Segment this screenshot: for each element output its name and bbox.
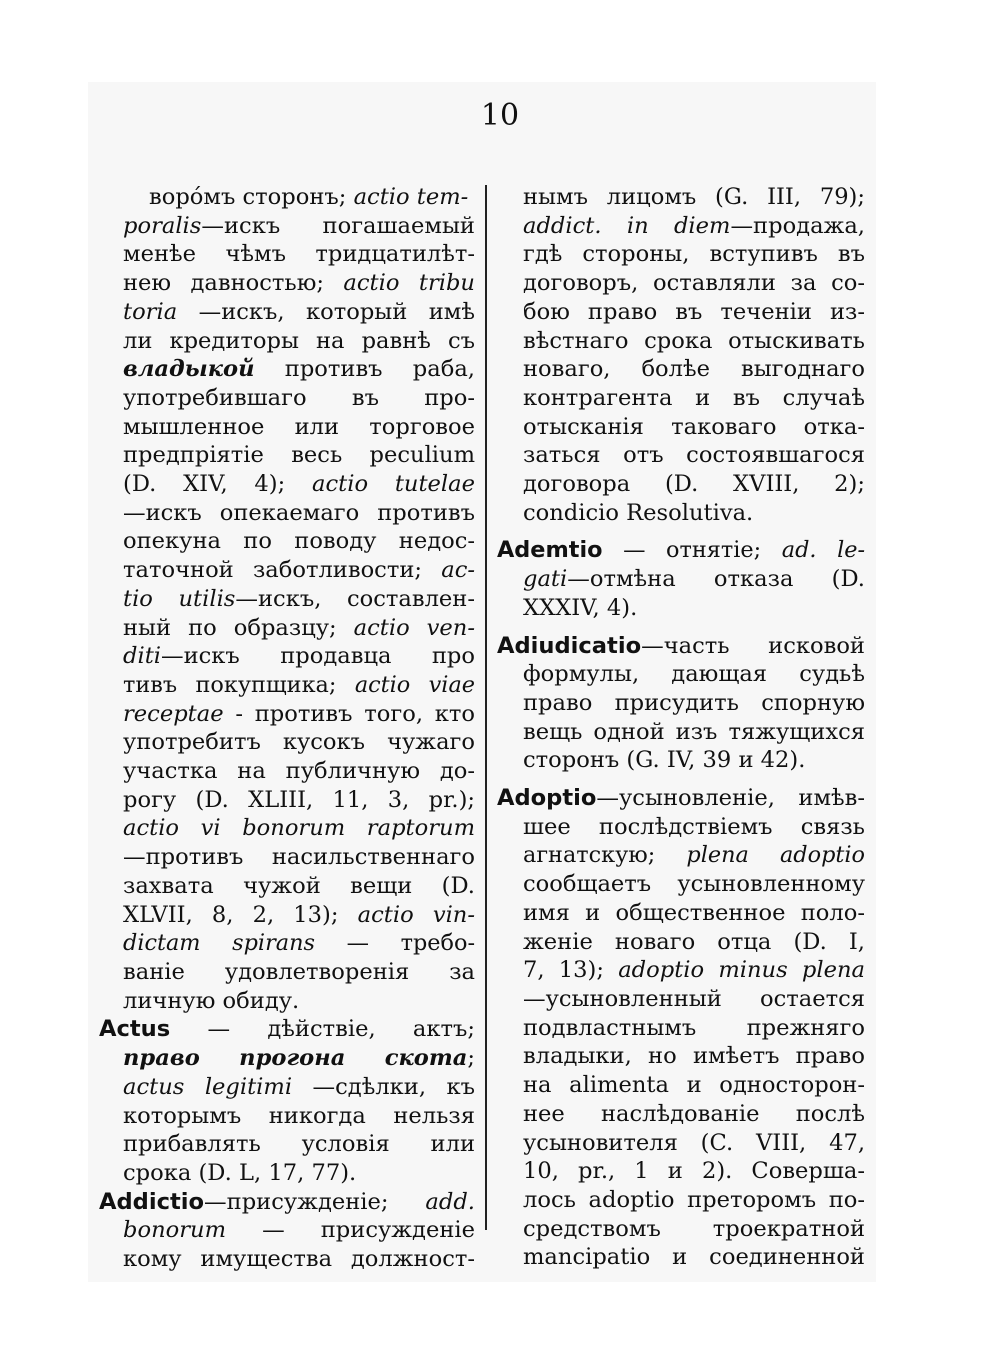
text-line: употребитъ кусокъ чужаго bbox=[123, 729, 475, 756]
text-line: mancipatio и соединенной bbox=[523, 1244, 865, 1271]
text-line: которымъ никогда нельзя bbox=[123, 1102, 475, 1129]
text-line: ворóмъ сторонъ; actio tem- bbox=[149, 184, 469, 210]
text-line: предпріятіе весь peculium bbox=[123, 442, 475, 469]
headword: Adiudicatio bbox=[497, 632, 642, 659]
text-line: receptae - противъ того, кто bbox=[123, 700, 475, 727]
text-line: бою право въ теченіи из- bbox=[523, 298, 865, 325]
entry-headword-line: Adoptio—усыновленіе, имѣв- bbox=[497, 785, 865, 812]
text-line: bonorum — присужденіе bbox=[123, 1217, 475, 1244]
text-line: менѣе чѣмъ тридцатилѣт- bbox=[123, 241, 475, 268]
text-line: таточной заботливости; ac- bbox=[123, 557, 475, 584]
page-number: 10 bbox=[480, 98, 520, 133]
text-line: договора (D. XVIII, 2); bbox=[523, 471, 865, 498]
text-line: тивъ покупщика; actio viae bbox=[123, 671, 476, 698]
text-line: контрагента и въ случаѣ bbox=[523, 384, 865, 411]
text-line: употребившаго въ про- bbox=[123, 384, 475, 411]
text-line: actio vi bonorum raptorum bbox=[123, 815, 475, 842]
headword: Addictio bbox=[99, 1188, 205, 1215]
text-line: личную обиду. bbox=[123, 987, 300, 1014]
text-line: ваніе удовлетворенія за bbox=[123, 958, 475, 985]
entry-headword-line: Actus — дѣйствіе, актъ; bbox=[99, 1016, 475, 1043]
text-line: усыновителя (C. VIII, 47, bbox=[523, 1129, 865, 1156]
text-line: отысканія таковаго отка- bbox=[523, 413, 865, 440]
text-line: poralis—искъ погашаемый bbox=[123, 212, 475, 239]
text-line: gati—отмѣна отказа (D. bbox=[523, 566, 865, 593]
column-divider bbox=[485, 185, 487, 1230]
text-line: нымъ лицомъ (G. III, 79); bbox=[523, 184, 865, 210]
text-line: вѣстнаго срока отыскивать bbox=[523, 327, 865, 354]
text-line: actus legitimi —сдѣлки, къ bbox=[123, 1073, 475, 1100]
entry-headword-line: Addictio—присужденіе; add. bbox=[99, 1188, 475, 1215]
text-line: владыкой противъ раба, bbox=[123, 356, 475, 383]
text-line: заться отъ состоявшагося bbox=[523, 442, 865, 469]
text-line: срока (D. L, 17, 77). bbox=[123, 1159, 357, 1186]
text-line: сторонъ (G. IV, 39 и 42). bbox=[523, 747, 806, 774]
text-line: на alimenta и односторон- bbox=[523, 1072, 865, 1099]
text-line: diti—искъ продавца про bbox=[123, 643, 475, 670]
text-line: —искъ опекаемаго противъ bbox=[123, 499, 475, 526]
text-line: агнатскую; plena adoptio bbox=[523, 842, 865, 869]
text-line: прибавлять условія или bbox=[123, 1131, 475, 1158]
right-column bbox=[497, 183, 865, 1272]
text-line: addict. in diem—продажа, bbox=[523, 212, 865, 239]
text-line: участка на публичную до- bbox=[123, 758, 475, 785]
text-line: —усыновленный остается bbox=[523, 985, 865, 1012]
text-line: tio utilis—искъ, составлен- bbox=[123, 585, 475, 612]
text-line: новаго, болѣе выгоднаго bbox=[523, 356, 865, 383]
text-line: toria —искъ, который имѣ bbox=[123, 298, 475, 325]
text-line: формулы, дающая судьѣ bbox=[523, 661, 865, 688]
entry-headword-line: Ademtio — отнятіе; ad. le- bbox=[497, 537, 866, 564]
text-line: dictam spirans — требо- bbox=[123, 930, 476, 957]
text-line: лось adoptio преторомъ по- bbox=[523, 1186, 865, 1213]
text-line: (D. XIV, 4); actio tutelae bbox=[123, 471, 475, 498]
headword: Ademtio bbox=[497, 537, 603, 564]
text-line: средствомъ троекратной bbox=[523, 1215, 865, 1242]
text-line: владыки, но имѣетъ право bbox=[523, 1043, 865, 1070]
text-line: имя и общественное поло- bbox=[523, 899, 865, 926]
text-line: кому имущества должност- bbox=[123, 1246, 475, 1273]
text-line: право прогона скота; bbox=[123, 1045, 475, 1072]
left-column bbox=[99, 183, 476, 1274]
text-line: ли кредиторы на равнѣ съ bbox=[123, 327, 475, 354]
headword: Actus bbox=[99, 1016, 171, 1043]
text-line: мышленное или торговое bbox=[123, 413, 475, 440]
text-line: XXXIV, 4). bbox=[523, 594, 638, 621]
text-line: XLVII, 8, 2, 13); actio vin- bbox=[123, 901, 475, 928]
text-line: 7, 13); adoptio minus plena bbox=[523, 957, 865, 984]
text-line: ный по образцу; actio ven- bbox=[123, 614, 475, 641]
text-line: женіе новаго отца (D. I, bbox=[523, 928, 865, 955]
text-line: гдѣ стороны, вступивъ въ bbox=[523, 241, 865, 268]
text-line: рогу (D. XLIII, 11, 3, pr.); bbox=[123, 786, 475, 813]
text-line: вещь одной изъ тяжущихся bbox=[523, 718, 865, 745]
text-line: право присудить спорную bbox=[523, 689, 865, 716]
text-line: 10, pr., 1 и 2). Соверша- bbox=[523, 1158, 865, 1185]
text-line: —противъ насильственнаго bbox=[123, 844, 475, 871]
text-line: опекуна по поводу недос- bbox=[123, 528, 475, 555]
text-line: condicio Resolutiva. bbox=[523, 499, 754, 526]
text-line: шее послѣдствіемъ связь bbox=[523, 813, 865, 840]
text-line: нее наслѣдованіе послѣ bbox=[523, 1100, 865, 1127]
text-line: нею давностью; actio tribu bbox=[123, 270, 475, 297]
text-line: договоръ, оставляли за со- bbox=[523, 270, 865, 297]
entry-headword-line: Adiudicatio—часть исковой bbox=[497, 632, 865, 659]
text-line: подвластнымъ прежняго bbox=[523, 1014, 865, 1041]
text-line: сообщаетъ усыновленному bbox=[523, 871, 865, 898]
headword: Adoptio bbox=[497, 785, 597, 812]
text-line: захвата чужой вещи (D. bbox=[123, 872, 475, 899]
